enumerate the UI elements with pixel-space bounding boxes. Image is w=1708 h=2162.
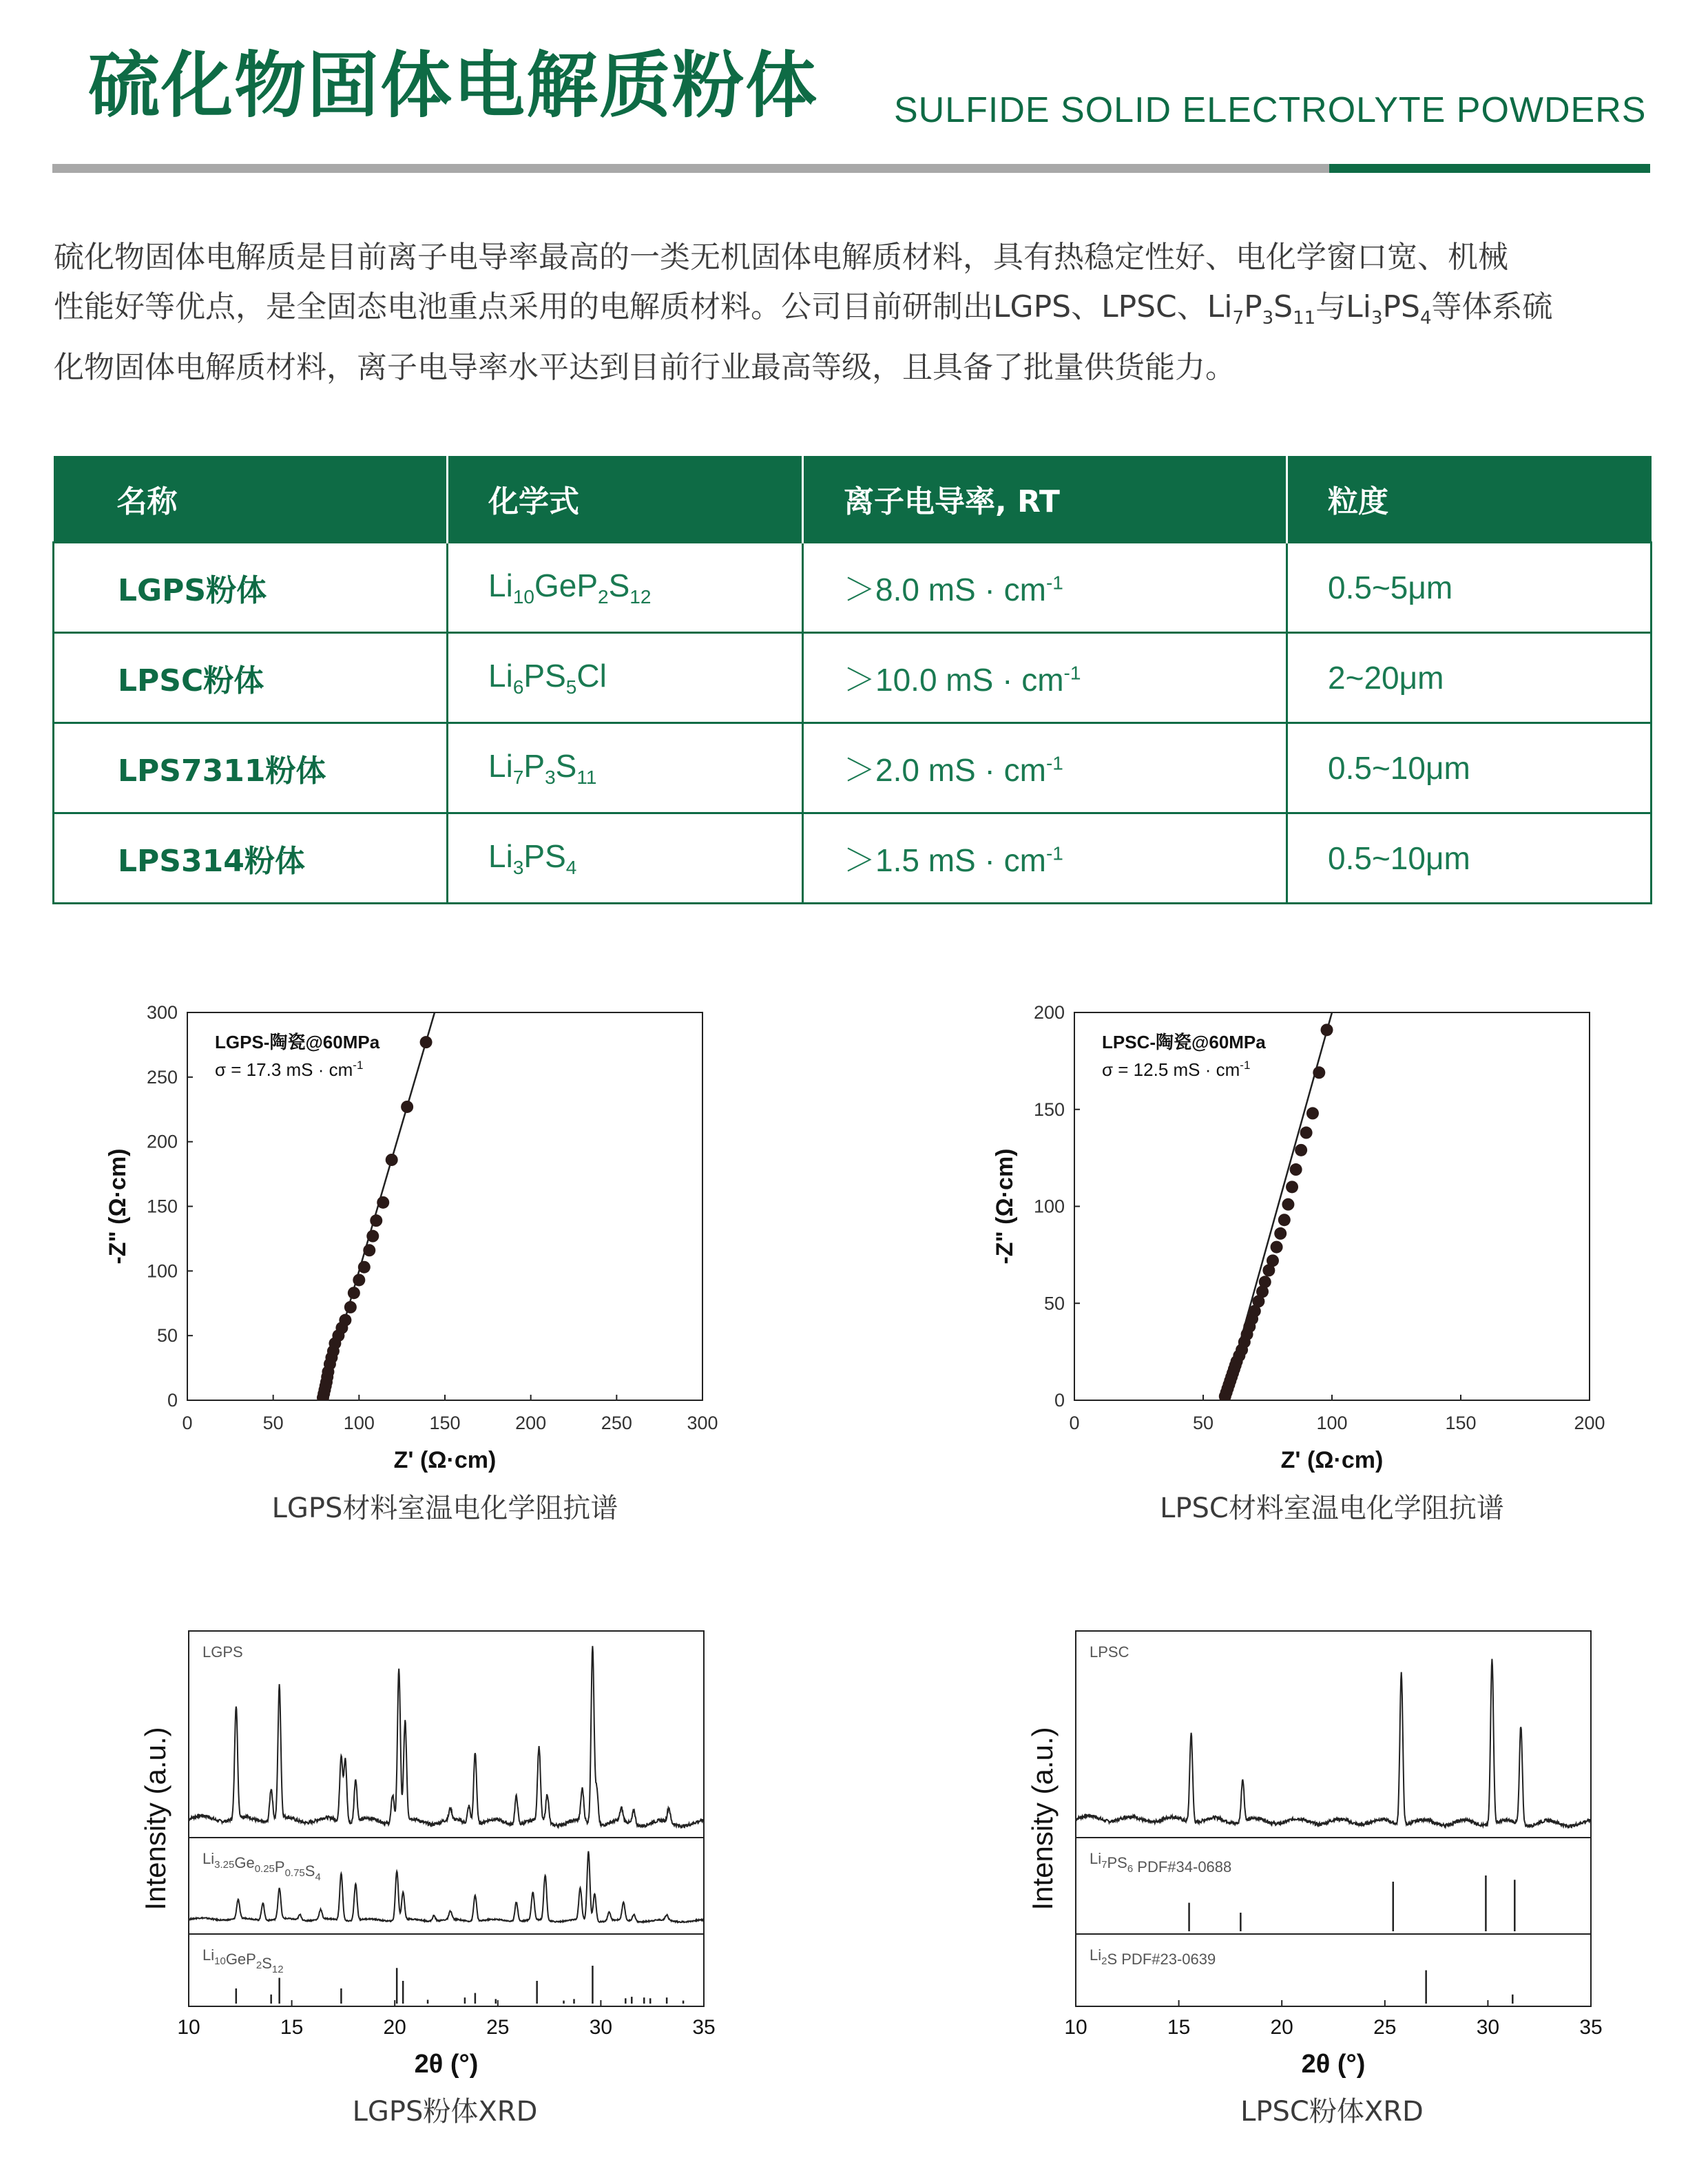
conductivity-value: ＞2.0 mS · cm [844, 752, 1046, 788]
chart-annotation: LGPS-陶瓷@60MPa [215, 1032, 380, 1052]
formula-text: PS [523, 657, 566, 694]
y-tick-label: 50 [1043, 1293, 1065, 1314]
data-point [1274, 1227, 1287, 1240]
formula-subscript: 12 [629, 586, 652, 608]
x-tick-label: 300 [687, 1413, 718, 1433]
eis-lgps-svg [103, 992, 758, 1488]
x-tick-label: 30 [589, 2016, 613, 2039]
x-tick-label: 15 [1167, 2016, 1191, 2039]
cell-name: LPS7311粉体 [54, 723, 448, 813]
data-point [363, 1244, 375, 1256]
conductivity-unit-exponent: -1 [1045, 842, 1063, 864]
intro-line [54, 282, 1658, 343]
cell-formula [448, 813, 803, 904]
x-tick-label: 100 [1316, 1413, 1348, 1433]
spec-table [52, 456, 1652, 904]
label-subscript: 3.25 [214, 1859, 235, 1871]
label-text: Li [202, 1850, 215, 1867]
conductivity-unit-exponent: -1 [1063, 662, 1081, 684]
page-title: 硫化物固体电解质粉体 [88, 43, 819, 127]
formula-text: S [608, 567, 630, 603]
panel-label [202, 1850, 321, 1883]
label-text: Li [202, 1946, 215, 1964]
x-tick-label: 15 [280, 2016, 304, 2039]
formula-subscript: 3 [545, 767, 556, 789]
x-tick-label: 50 [262, 1413, 284, 1433]
y-tick-label: 50 [156, 1325, 178, 1347]
formula-subscript: 7 [512, 767, 524, 789]
x-tick-label: 30 [1476, 2016, 1500, 2039]
xrd-lpsc-chart [1004, 1619, 1624, 2090]
x-tick-label: 200 [515, 1413, 547, 1433]
label-text: PS [1107, 1854, 1127, 1871]
intro-text: PS [1382, 289, 1420, 324]
xrd-pattern-line [189, 1646, 704, 1828]
label-text: PDF#34-0688 [1133, 1858, 1232, 1875]
data-point [348, 1287, 360, 1299]
conductivity-value: ＞1.5 mS · cm [844, 842, 1046, 878]
formula-subscript: 11 [576, 767, 597, 789]
data-point [344, 1301, 357, 1313]
table-row [54, 633, 1652, 723]
caption-eis-lgps: LGPS材料室温电化学阻抗谱 [271, 1493, 618, 1524]
data-point [353, 1274, 365, 1286]
chart-annotation-conductivity: σ = 17.3 mS · $cm^{-1}$ [215, 1059, 364, 1080]
intro-sub: 3 [1371, 307, 1383, 329]
col-header-particle-size: 粒度 [1287, 456, 1652, 543]
data-point [1278, 1214, 1291, 1226]
y-tick-label: 100 [146, 1260, 178, 1282]
formula-text: P [523, 747, 545, 784]
xrd-lgps-svg [117, 1619, 737, 2087]
x-axis-label: 2θ (°) [414, 2050, 479, 2079]
caption-xrd-lpsc: LPSC粉体XRD [1240, 2096, 1424, 2128]
intro-text: P [1244, 289, 1262, 324]
eis-lpsc-svg [990, 992, 1645, 1488]
x-axis-label: Z' (Ω·cm) [393, 1447, 497, 1473]
formula-subscript: 10 [512, 586, 534, 608]
table-row [54, 813, 1652, 904]
y-tick-label: 250 [146, 1066, 178, 1088]
y-tick-label: 200 [146, 1131, 178, 1152]
intro-line: 硫化物固体电解质是目前离子电导率最高的一类无机固体电解质材料，具有热稳定性好、电化学窗口宽、机械 [54, 240, 1508, 275]
y-tick-label: 200 [1033, 1002, 1065, 1023]
cell-name: LPS314粉体 [54, 813, 448, 904]
xrd-pattern-line [189, 1851, 704, 1922]
header-divider-green [1329, 164, 1650, 173]
intro-paragraph [54, 233, 1658, 393]
formula-subscript: 6 [512, 676, 524, 698]
cell-conductivity [803, 723, 1287, 813]
formula-subscript: 5 [565, 676, 577, 698]
y-axis-label: Intensity (a.u.) [139, 1727, 171, 1911]
intro-text: 等体系硫 [1431, 289, 1553, 324]
data-point [1300, 1127, 1313, 1139]
x-tick-label: 200 [1574, 1413, 1605, 1433]
table-row [54, 543, 1652, 633]
intro-sub: 3 [1262, 307, 1274, 329]
xrd-pattern-line [1076, 1659, 1591, 1828]
col-header-formula: 化学式 [448, 456, 803, 543]
y-tick-label: 150 [1033, 1099, 1065, 1120]
x-tick-label: 250 [601, 1413, 632, 1433]
x-tick-label: 25 [1373, 2016, 1397, 2039]
intro-text: 性能好等优点，是全固态电池重点采用的电解质材料。公司目前研制出LGPS、LPSC、Li [54, 289, 1233, 324]
xrd-lgps-chart [117, 1619, 737, 2090]
data-point [1271, 1241, 1283, 1254]
data-point [386, 1154, 398, 1166]
cell-formula [448, 723, 803, 813]
data-point [1313, 1066, 1325, 1079]
cell-particle-size: 2~20μm [1287, 633, 1652, 723]
x-tick-label: 10 [1064, 2016, 1087, 2039]
header-divider-gray [52, 164, 1329, 173]
formula-text: Li [488, 657, 513, 694]
data-point [339, 1314, 351, 1327]
x-tick-label: 150 [1445, 1413, 1477, 1433]
x-tick-label: 35 [1579, 2016, 1603, 2039]
x-tick-label: 35 [692, 2016, 716, 2039]
data-point [1267, 1254, 1279, 1267]
table-row [54, 723, 1652, 813]
x-tick-label: 150 [429, 1413, 461, 1433]
label-subscript: 7 [1101, 1859, 1107, 1871]
data-point [1282, 1198, 1294, 1211]
y-axis-label: -Z" (Ω·cm) [105, 1148, 131, 1265]
y-axis-label: Intensity (a.u.) [1026, 1727, 1059, 1911]
data-point [358, 1261, 371, 1274]
label-subscript: 4 [315, 1871, 321, 1883]
cell-particle-size: 0.5~10μm [1287, 813, 1652, 904]
data-point [370, 1214, 382, 1227]
caption-xrd-lgps: LGPS粉体XRD [352, 2096, 538, 2128]
label-subscript: 2 [256, 1960, 262, 1971]
y-tick-label: 150 [146, 1196, 178, 1217]
label-text: Li [1090, 1946, 1102, 1964]
y-tick-label: 300 [146, 1002, 178, 1023]
data-point [1295, 1144, 1307, 1156]
data-point [1286, 1181, 1298, 1193]
label-text: GeP [225, 1951, 256, 1968]
panel-label [202, 1946, 284, 1975]
cell-name: LPSC粉体 [54, 633, 448, 723]
xrd-lpsc-svg [1004, 1619, 1624, 2087]
label-subscript: 12 [271, 1964, 284, 1975]
data-point [377, 1196, 389, 1209]
y-tick-label: 0 [167, 1390, 178, 1411]
data-point [1259, 1276, 1271, 1288]
table-header-row [54, 456, 1652, 543]
x-tick-label: 0 [182, 1413, 193, 1433]
cell-name: LGPS粉体 [54, 543, 448, 633]
formula-text: GeP [534, 567, 598, 603]
formula-text: PS [523, 838, 566, 874]
x-axis-label: Z' (Ω·cm) [1280, 1447, 1384, 1473]
intro-text: S [1273, 289, 1293, 324]
x-tick-label: 0 [1069, 1413, 1080, 1433]
annotation-exponent: -1 [353, 1059, 364, 1072]
formula-text: Li [488, 747, 513, 784]
x-tick-label: 20 [1270, 2016, 1293, 2039]
data-point [420, 1036, 433, 1048]
data-point [1321, 1023, 1333, 1036]
cell-conductivity [803, 543, 1287, 633]
x-tick-label: 100 [343, 1413, 375, 1433]
panel-label: LPSC [1090, 1643, 1129, 1661]
y-tick-label: 0 [1054, 1390, 1065, 1411]
formula-text: Li [488, 838, 513, 874]
y-tick-label: 100 [1033, 1196, 1065, 1217]
conductivity-unit-exponent: -1 [1045, 752, 1063, 774]
panel-label [1090, 1850, 1231, 1875]
label-text: P [274, 1858, 285, 1875]
x-axis-label: 2θ (°) [1301, 2050, 1366, 2079]
formula-subscript: 4 [565, 857, 577, 879]
panel-label: LGPS [202, 1643, 243, 1661]
annotation-exponent: -1 [1240, 1059, 1251, 1072]
panel-label [1090, 1946, 1216, 1968]
formula-text: Li [488, 567, 513, 603]
formula-subscript: 3 [512, 857, 524, 879]
formula-text: Cl [576, 657, 607, 694]
chart-annotation-conductivity: σ = 12.5 mS · $cm^{-1}$ [1102, 1059, 1251, 1080]
label-subscript: 0.75 [284, 1867, 305, 1879]
intro-sub: 7 [1232, 307, 1244, 329]
label-subscript: 6 [1127, 1863, 1134, 1875]
page-subtitle: SULFIDE SOLID ELECTROLYTE POWDERS [894, 90, 1647, 130]
intro-sub: 11 [1293, 307, 1316, 329]
conductivity-value: ＞8.0 mS · cm [844, 572, 1046, 607]
y-axis-label: -Z" (Ω·cm) [992, 1148, 1018, 1265]
cell-conductivity [803, 633, 1287, 723]
cell-conductivity [803, 813, 1287, 904]
label-subscript: 10 [214, 1955, 226, 1967]
data-point [1290, 1163, 1302, 1176]
cell-formula [448, 543, 803, 633]
eis-lpsc-chart [990, 992, 1645, 1490]
data-point [366, 1230, 379, 1243]
data-point [401, 1101, 413, 1113]
label-text: S [262, 1955, 272, 1972]
col-header-conductivity: 离子电导率, RT [803, 456, 1287, 543]
intro-sub: 4 [1419, 307, 1432, 329]
label-text: Ge [234, 1854, 255, 1871]
label-text: Li [1090, 1850, 1102, 1867]
formula-subscript: 2 [598, 586, 609, 608]
x-tick-label: 10 [177, 2016, 200, 2039]
col-header-name: 名称 [54, 456, 448, 543]
data-point [1306, 1107, 1319, 1119]
conductivity-unit-exponent: -1 [1045, 572, 1063, 594]
cell-formula [448, 633, 803, 723]
x-tick-label: 25 [486, 2016, 510, 2039]
intro-line: 化物固体电解质材料，离子电导率水平达到目前行业最高等级，且具备了批量供货能力。 [54, 349, 1236, 385]
label-text: S PDF#23-0639 [1107, 1951, 1216, 1968]
caption-eis-lpsc: LPSC材料室温电化学阻抗谱 [1160, 1493, 1504, 1524]
chart-annotation: LPSC-陶瓷@60MPa [1102, 1032, 1266, 1052]
x-tick-label: 20 [383, 2016, 406, 2039]
label-subscript: 2 [1101, 1955, 1107, 1967]
cell-particle-size: 0.5~5μm [1287, 543, 1652, 633]
conductivity-value: ＞10.0 mS · cm [844, 662, 1064, 698]
eis-lgps-chart [103, 992, 758, 1490]
intro-text: 与Li [1315, 289, 1371, 324]
x-tick-label: 50 [1192, 1413, 1214, 1433]
label-subscript: 0.25 [254, 1863, 275, 1875]
cell-particle-size: 0.5~10μm [1287, 723, 1652, 813]
label-text: S [304, 1862, 315, 1880]
formula-text: S [555, 747, 577, 784]
